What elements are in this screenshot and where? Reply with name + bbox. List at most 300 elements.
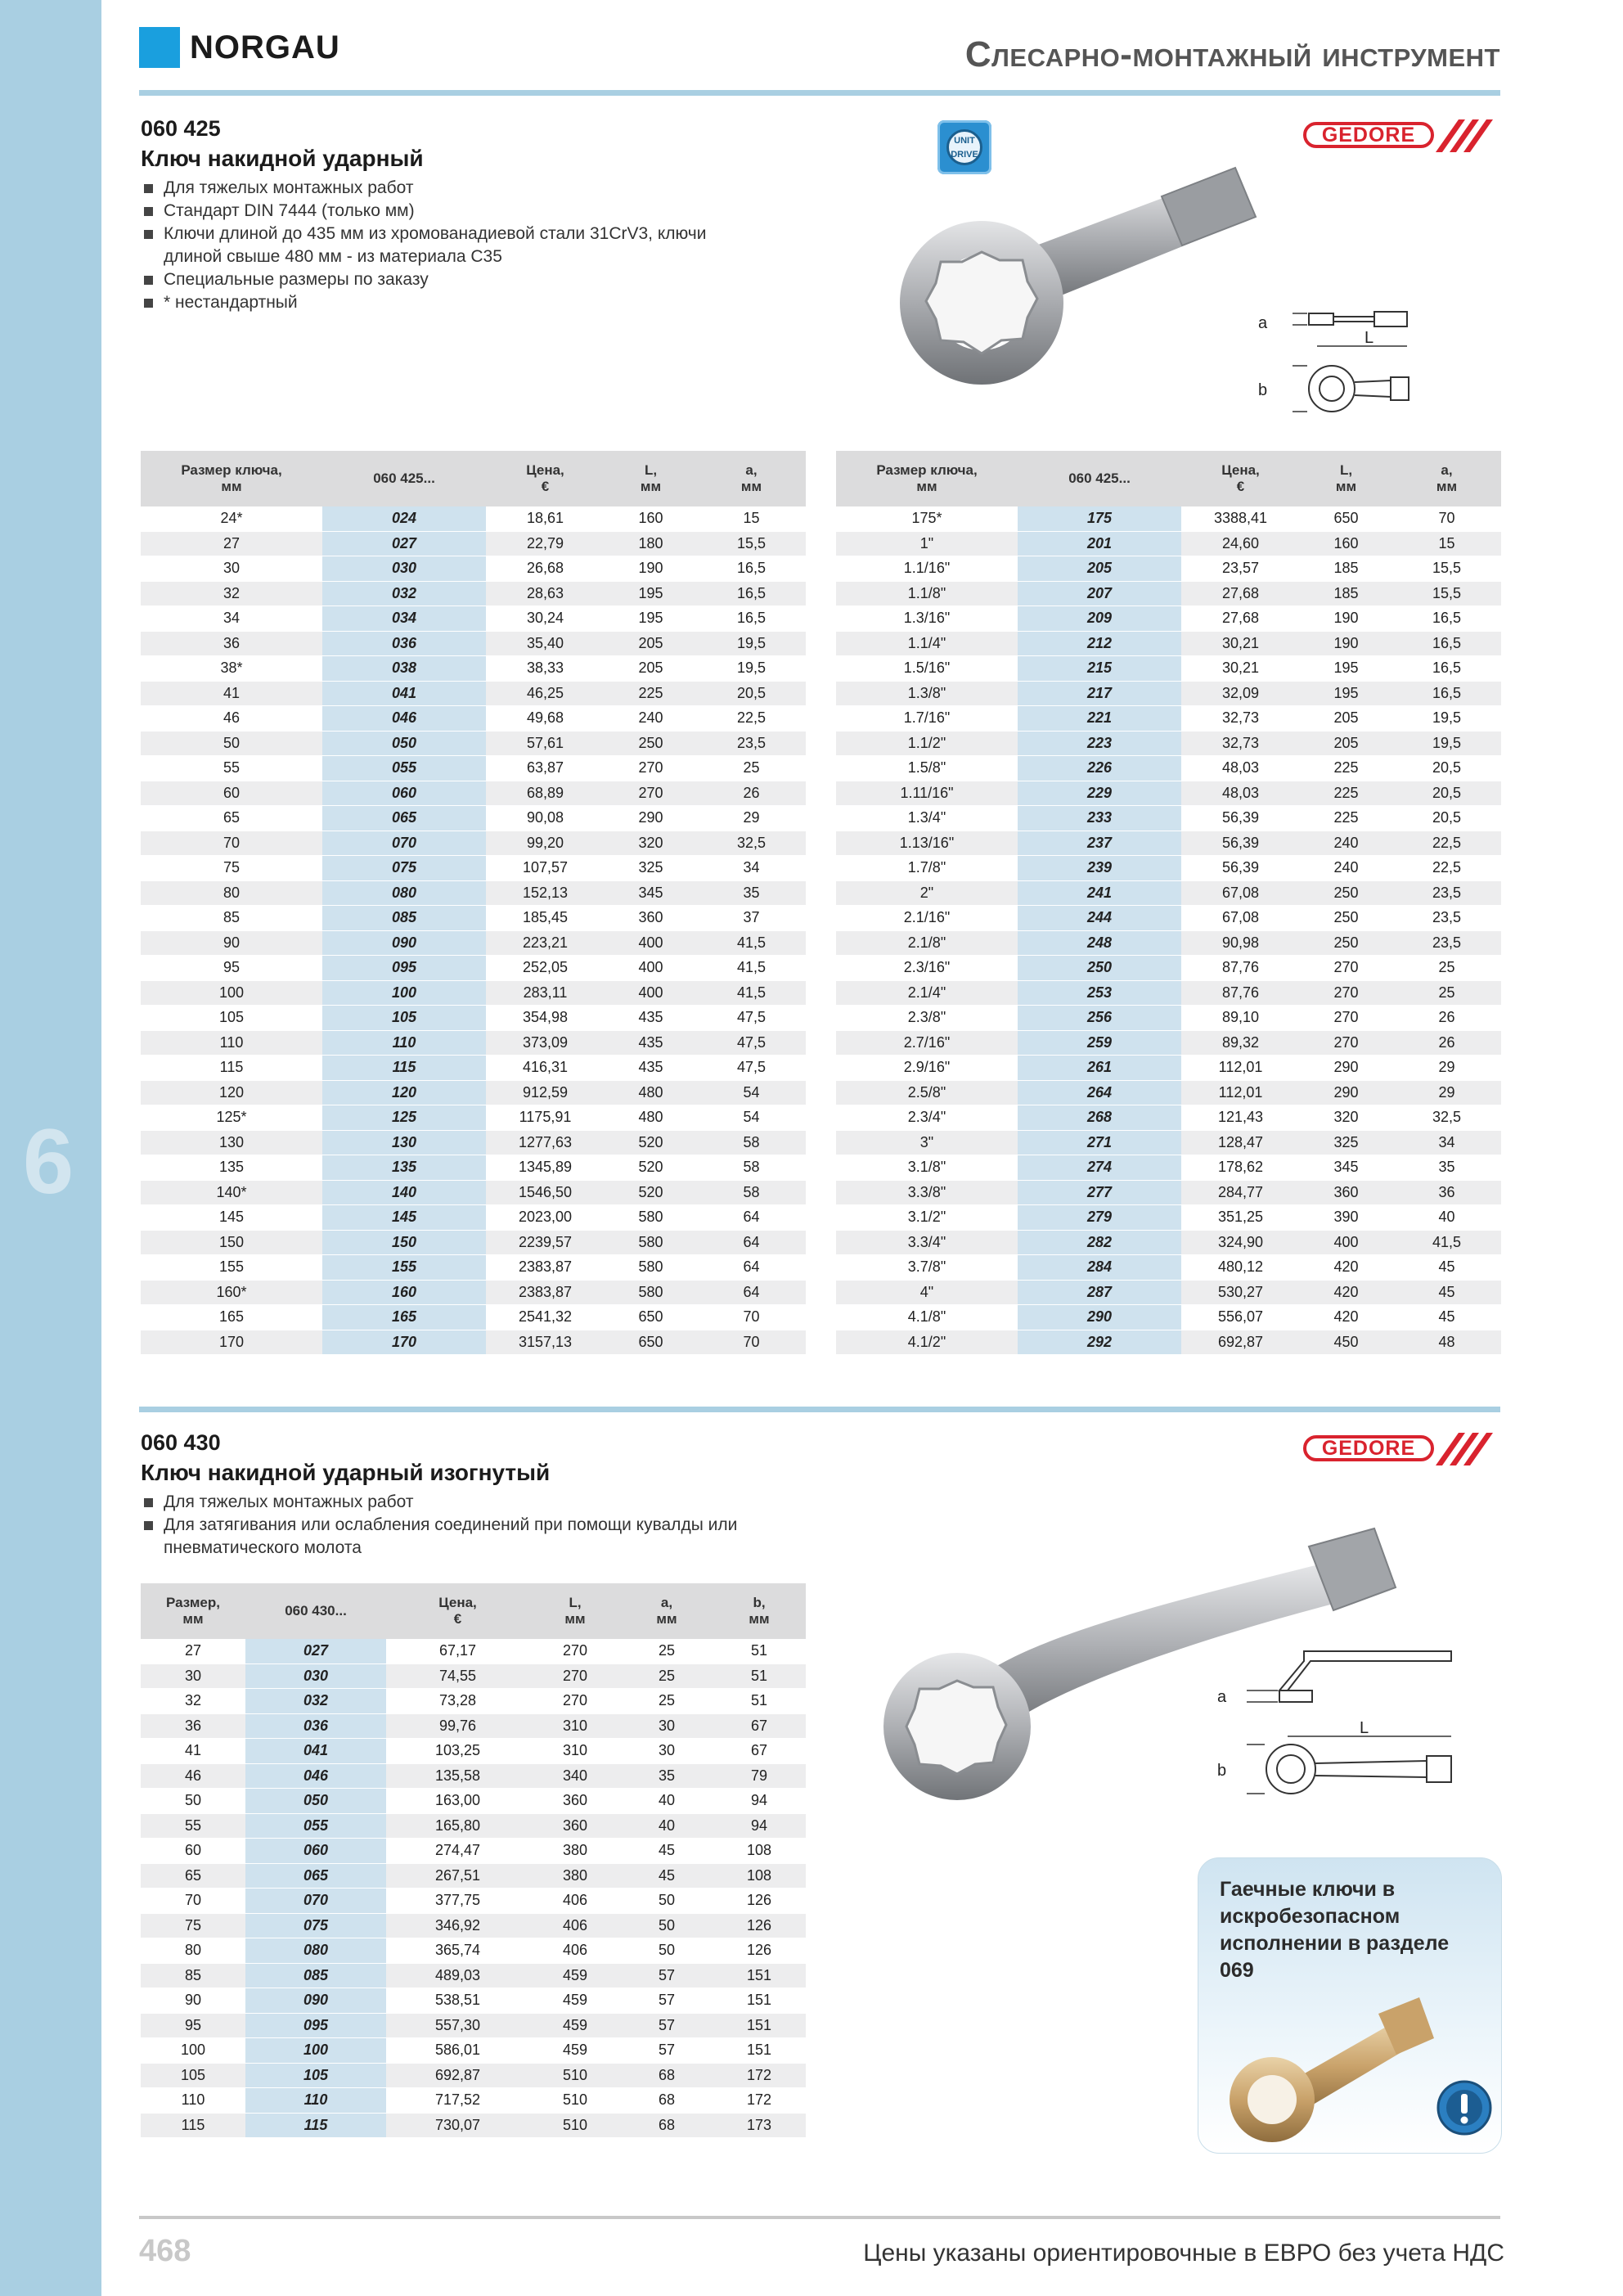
table-cell: 57,61 — [486, 731, 605, 756]
article-code-cell: 248 — [1018, 930, 1181, 956]
table-cell: 205 — [605, 631, 697, 656]
table-row — [141, 2038, 806, 2064]
article-code-cell: 060 — [322, 781, 486, 806]
table-row — [836, 1030, 1501, 1056]
table-cell: 1.3/8" — [836, 681, 1018, 706]
table-cell: 240 — [605, 706, 697, 732]
table-cell: 692,87 — [386, 2063, 529, 2088]
table-cell: 190 — [1300, 606, 1392, 632]
table-cell: 80 — [141, 880, 322, 906]
table-cell: 225 — [605, 681, 697, 706]
table-row — [141, 2113, 806, 2138]
table-cell: 178,62 — [1181, 1155, 1300, 1181]
table-cell: 377,75 — [386, 1889, 529, 1914]
table-cell: 172 — [713, 2063, 806, 2088]
article-code-cell: 261 — [1018, 1056, 1181, 1081]
table-cell: 270 — [605, 756, 697, 781]
article-code-cell: 032 — [245, 1689, 386, 1714]
table-cell: 24* — [141, 506, 322, 531]
table-cell: 1.1/8" — [836, 581, 1018, 606]
table-cell: 41,5 — [1392, 1230, 1501, 1255]
table-cell: 89,10 — [1181, 1006, 1300, 1031]
table-row — [141, 631, 806, 656]
table-cell: 205 — [1300, 706, 1392, 732]
table-row — [836, 1280, 1501, 1305]
table-cell: 1.7/16" — [836, 706, 1018, 732]
table-cell: 51 — [713, 1639, 806, 1663]
table-row — [141, 1180, 806, 1205]
table-row — [141, 1305, 806, 1330]
column-header: 060 425... — [1018, 451, 1181, 506]
price-table-060430 — [141, 1583, 806, 2138]
table-row — [836, 1230, 1501, 1255]
table-cell: 23,5 — [1392, 930, 1501, 956]
column-header: Цена, € — [486, 451, 605, 506]
table-row — [836, 806, 1501, 831]
article-code-cell: 105 — [245, 2063, 386, 2088]
table-cell: 67 — [713, 1713, 806, 1739]
table-row — [141, 1080, 806, 1105]
article-code-cell: 259 — [1018, 1030, 1181, 1056]
table-row — [141, 1889, 806, 1914]
table-cell: 60 — [141, 781, 322, 806]
table-cell: 165,80 — [386, 1813, 529, 1839]
table-cell: 70 — [141, 831, 322, 856]
column-header: Размер, мм — [141, 1583, 245, 1639]
table-cell: 27 — [141, 531, 322, 556]
table-cell: 2.1/4" — [836, 980, 1018, 1006]
table-row — [836, 681, 1501, 706]
article-code-cell: 041 — [245, 1739, 386, 1764]
table-cell: 360 — [1300, 1180, 1392, 1205]
brand-name: NORGAU — [190, 29, 340, 65]
table-cell: 40 — [621, 1813, 713, 1839]
table-row — [141, 1763, 806, 1789]
article-code-cell: 120 — [322, 1080, 486, 1105]
article-code-cell: 244 — [1018, 906, 1181, 931]
section2-code: 060 430 — [141, 1430, 221, 1455]
column-header: Размер ключа, мм — [141, 451, 322, 506]
table-cell: 128,47 — [1181, 1130, 1300, 1155]
table-row — [836, 880, 1501, 906]
table-cell: 1.3/16" — [836, 606, 1018, 632]
table-cell: 580 — [605, 1280, 697, 1305]
table-row — [836, 906, 1501, 931]
table-cell: 95 — [141, 956, 322, 981]
table-cell: 47,5 — [697, 1006, 806, 1031]
table-cell: 195 — [1300, 656, 1392, 682]
article-code-cell: 241 — [1018, 880, 1181, 906]
table-cell: 26 — [697, 781, 806, 806]
article-code-cell: 065 — [245, 1863, 386, 1889]
table-cell: 354,98 — [486, 1006, 605, 1031]
article-code-cell: 290 — [1018, 1305, 1181, 1330]
article-code-cell: 036 — [245, 1713, 386, 1739]
table-cell: 45 — [1392, 1280, 1501, 1305]
table-row — [836, 1130, 1501, 1155]
table-cell: 373,09 — [486, 1030, 605, 1056]
article-code-cell: 150 — [322, 1230, 486, 1255]
table-cell: 3157,13 — [486, 1330, 605, 1355]
table-cell: 20,5 — [1392, 806, 1501, 831]
table-cell: 47,5 — [697, 1030, 806, 1056]
table-row — [836, 1305, 1501, 1330]
table-cell: 2541,32 — [486, 1305, 605, 1330]
table-cell: 195 — [605, 606, 697, 632]
table-cell: 22,79 — [486, 531, 605, 556]
table-cell: 64 — [697, 1230, 806, 1255]
price-table-060425-right — [836, 451, 1501, 1355]
table-cell: 3.7/8" — [836, 1255, 1018, 1281]
table-cell: 57 — [621, 1963, 713, 1988]
table-cell: 250 — [1300, 906, 1392, 931]
unit-drive-label: UNIT DRIVE — [946, 129, 982, 165]
article-code-cell: 125 — [322, 1105, 486, 1131]
table-row — [141, 1130, 806, 1155]
table-cell: 135,58 — [386, 1763, 529, 1789]
table-row — [836, 781, 1501, 806]
section1-title: Ключ накидной ударный — [141, 146, 424, 171]
article-code-cell: 277 — [1018, 1180, 1181, 1205]
table-cell: 56,39 — [1181, 831, 1300, 856]
article-code-cell: 264 — [1018, 1080, 1181, 1105]
column-header: Цена, € — [1181, 451, 1300, 506]
table-cell: 1.1/4" — [836, 631, 1018, 656]
article-code-cell: 209 — [1018, 606, 1181, 632]
table-row — [836, 930, 1501, 956]
diagram-label-a: a — [1217, 1688, 1227, 1706]
article-code-cell: 284 — [1018, 1255, 1181, 1281]
table-cell: 2023,00 — [486, 1205, 605, 1231]
table-cell: 74,55 — [386, 1663, 529, 1689]
table-cell: 16,5 — [1392, 631, 1501, 656]
article-code-cell: 024 — [322, 506, 486, 531]
table-cell: 40 — [1392, 1205, 1501, 1231]
table-row — [836, 1080, 1501, 1105]
diagram-label-b: b — [1258, 381, 1268, 399]
article-code-cell: 207 — [1018, 581, 1181, 606]
table-cell: 3.3/4" — [836, 1230, 1018, 1255]
table-cell: 22,5 — [697, 706, 806, 732]
table-cell: 557,30 — [386, 2013, 529, 2038]
table-row — [836, 1180, 1501, 1205]
table-cell: 125* — [141, 1105, 322, 1131]
table-cell: 435 — [605, 1030, 697, 1056]
table-row — [141, 1813, 806, 1839]
diagram-label-L: L — [1364, 329, 1374, 347]
table-row — [141, 1863, 806, 1889]
table-cell: 195 — [1300, 681, 1392, 706]
table-cell: 87,76 — [1181, 980, 1300, 1006]
table-cell: 170 — [141, 1330, 322, 1355]
article-code-cell: 100 — [245, 2038, 386, 2064]
table-cell: 65 — [141, 806, 322, 831]
table-cell: 28,63 — [486, 581, 605, 606]
table-cell: 480,12 — [1181, 1255, 1300, 1281]
gedore-logo-2 — [1303, 1433, 1508, 1465]
table-cell: 160 — [605, 506, 697, 531]
table-cell: 151 — [713, 2013, 806, 2038]
column-header: b, мм — [713, 1583, 806, 1639]
article-code-cell: 034 — [322, 606, 486, 632]
table-cell: 41 — [141, 681, 322, 706]
table-cell: 284,77 — [1181, 1180, 1300, 1205]
table-cell: 32 — [141, 1689, 245, 1714]
table-cell: 270 — [529, 1663, 621, 1689]
article-code-cell: 027 — [322, 531, 486, 556]
table-cell: 2.5/8" — [836, 1080, 1018, 1105]
table-cell: 35 — [697, 880, 806, 906]
table-cell: 325 — [1300, 1130, 1392, 1155]
table-cell: 50 — [141, 1789, 245, 1814]
table-cell: 270 — [1300, 1006, 1392, 1031]
table-cell: 68 — [621, 2063, 713, 2088]
article-code-cell: 229 — [1018, 781, 1181, 806]
table-row — [141, 1988, 806, 2014]
table-cell: 150 — [141, 1230, 322, 1255]
table-cell: 489,03 — [386, 1963, 529, 1988]
table-row — [141, 1255, 806, 1281]
table-cell: 41,5 — [697, 980, 806, 1006]
table-cell: 310 — [529, 1713, 621, 1739]
table-cell: 20,5 — [1392, 756, 1501, 781]
table-row — [141, 1006, 806, 1031]
table-cell: 115 — [141, 2113, 245, 2138]
feature-item: Специальные размеры по заказу — [141, 268, 762, 291]
table-row — [141, 556, 806, 582]
table-cell: 36 — [141, 1713, 245, 1739]
table-row — [141, 1789, 806, 1814]
table-cell: 29 — [1392, 1056, 1501, 1081]
table-cell: 45 — [621, 1863, 713, 1889]
table-cell: 16,5 — [1392, 681, 1501, 706]
table-cell: 151 — [713, 2038, 806, 2064]
table-cell: 75 — [141, 856, 322, 881]
table-cell: 420 — [1300, 1280, 1392, 1305]
table-cell: 80 — [141, 1938, 245, 1964]
table-cell: 520 — [605, 1180, 697, 1205]
table-cell: 480 — [605, 1080, 697, 1105]
table-cell: 274,47 — [386, 1839, 529, 1864]
bronze-wrench-image — [1215, 1989, 1444, 2145]
table-cell: 1.1/2" — [836, 731, 1018, 756]
table-cell: 41 — [141, 1739, 245, 1764]
table-cell: 380 — [529, 1839, 621, 1864]
page-title: Слесарно-монтажный инструмент — [964, 34, 1500, 74]
table-cell: 112,01 — [1181, 1056, 1300, 1081]
table-cell: 46 — [141, 1763, 245, 1789]
table-cell: 459 — [529, 2013, 621, 2038]
table-cell: 67,17 — [386, 1639, 529, 1663]
article-code-cell: 237 — [1018, 831, 1181, 856]
table-cell: 30 — [621, 1739, 713, 1764]
table-cell: 3" — [836, 1130, 1018, 1155]
table-cell: 68 — [621, 2088, 713, 2114]
section1-code: 060 425 — [141, 116, 221, 141]
article-code-cell: 030 — [245, 1663, 386, 1689]
table-cell: 15,5 — [697, 531, 806, 556]
table-cell: 459 — [529, 2038, 621, 2064]
article-code-cell: 282 — [1018, 1230, 1181, 1255]
table-cell: 35,40 — [486, 631, 605, 656]
brand-logo-square — [139, 27, 180, 68]
table-cell: 45 — [1392, 1305, 1501, 1330]
table-row — [141, 2013, 806, 2038]
table-cell: 435 — [605, 1056, 697, 1081]
page-number: 468 — [139, 2234, 191, 2268]
table-row — [141, 1663, 806, 1689]
table-cell: 25 — [621, 1663, 713, 1689]
article-code-cell: 060 — [245, 1839, 386, 1864]
article-code-cell: 055 — [322, 756, 486, 781]
table-cell: 510 — [529, 2113, 621, 2138]
article-code-cell: 274 — [1018, 1155, 1181, 1181]
table-cell: 20,5 — [697, 681, 806, 706]
table-row — [141, 2088, 806, 2114]
table-cell: 54 — [697, 1080, 806, 1105]
table-cell: 23,5 — [697, 731, 806, 756]
article-code-cell: 233 — [1018, 806, 1181, 831]
table-cell: 48 — [1392, 1330, 1501, 1355]
table-row — [836, 856, 1501, 881]
footer-divider — [139, 2216, 1500, 2219]
table-cell: 32,09 — [1181, 681, 1300, 706]
table-cell: 267,51 — [386, 1863, 529, 1889]
article-code-cell: 226 — [1018, 756, 1181, 781]
table-cell: 41,5 — [697, 956, 806, 981]
table-cell: 94 — [713, 1789, 806, 1814]
table-cell: 3.3/8" — [836, 1180, 1018, 1205]
article-code-cell: 170 — [322, 1330, 486, 1355]
table-cell: 2.3/8" — [836, 1006, 1018, 1031]
table-cell: 290 — [1300, 1080, 1392, 1105]
table-cell: 435 — [605, 1006, 697, 1031]
table-cell: 252,05 — [486, 956, 605, 981]
table-cell: 459 — [529, 1988, 621, 2014]
table-row — [141, 1938, 806, 1964]
spark-proof-wrenches-callout[interactable] — [1198, 1857, 1502, 2154]
table-cell: 510 — [529, 2088, 621, 2114]
article-code-cell: 221 — [1018, 706, 1181, 732]
table-row — [836, 756, 1501, 781]
article-code-cell: 175 — [1018, 506, 1181, 531]
table-cell: 270 — [529, 1689, 621, 1714]
table-cell: 351,25 — [1181, 1205, 1300, 1231]
table-row — [836, 1330, 1501, 1355]
table-cell: 510 — [529, 2063, 621, 2088]
ring-slogging-wrench-image — [892, 164, 1268, 385]
table-cell: 270 — [1300, 1030, 1392, 1056]
table-cell: 47,5 — [697, 1056, 806, 1081]
table-cell: 2383,87 — [486, 1280, 605, 1305]
table-row — [141, 1230, 806, 1255]
table-cell: 105 — [141, 1006, 322, 1031]
table-row — [141, 1155, 806, 1181]
table-cell: 30,24 — [486, 606, 605, 632]
table-cell: 67,08 — [1181, 880, 1300, 906]
table-cell: 16,5 — [697, 581, 806, 606]
table-cell: 310 — [529, 1739, 621, 1764]
feature-item: Для тяжелых монтажных работ — [141, 1491, 812, 1514]
table-row — [141, 706, 806, 732]
table-cell: 112,01 — [1181, 1080, 1300, 1105]
table-cell: 48,03 — [1181, 781, 1300, 806]
table-cell: 26 — [1392, 1030, 1501, 1056]
table-cell: 50 — [621, 1913, 713, 1938]
table-cell: 85 — [141, 906, 322, 931]
article-code-cell: 038 — [322, 656, 486, 682]
table-cell: 57 — [621, 1988, 713, 2014]
table-cell: 34 — [697, 856, 806, 881]
table-row — [141, 806, 806, 831]
table-cell: 1.3/4" — [836, 806, 1018, 831]
table-row — [836, 1205, 1501, 1231]
article-code-cell: 201 — [1018, 531, 1181, 556]
table-cell: 90,98 — [1181, 930, 1300, 956]
article-code-cell: 271 — [1018, 1130, 1181, 1155]
article-code-cell: 212 — [1018, 631, 1181, 656]
table-row — [836, 656, 1501, 682]
table-cell: 34 — [1392, 1130, 1501, 1155]
table-cell: 2383,87 — [486, 1255, 605, 1281]
table-cell: 130 — [141, 1130, 322, 1155]
article-code-cell: 287 — [1018, 1280, 1181, 1305]
table-cell: 250 — [605, 731, 697, 756]
table-cell: 15 — [697, 506, 806, 531]
table-cell: 19,5 — [1392, 706, 1501, 732]
table-cell: 89,32 — [1181, 1030, 1300, 1056]
article-code-cell: 080 — [245, 1938, 386, 1964]
table-cell: 3388,41 — [1181, 506, 1300, 531]
article-code-cell: 055 — [245, 1813, 386, 1839]
table-cell: 99,20 — [486, 831, 605, 856]
table-cell: 400 — [605, 930, 697, 956]
table-cell: 151 — [713, 1988, 806, 2014]
table-cell: 49,68 — [486, 706, 605, 732]
table-cell: 225 — [1300, 781, 1392, 806]
table-cell: 30 — [141, 1663, 245, 1689]
section-divider — [139, 1407, 1500, 1412]
table-row — [141, 606, 806, 632]
table-cell: 99,76 — [386, 1713, 529, 1739]
table-row — [141, 1330, 806, 1355]
table-row — [141, 880, 806, 906]
table-cell: 15,5 — [1392, 556, 1501, 582]
table-row — [836, 706, 1501, 732]
article-code-cell: 090 — [245, 1988, 386, 2014]
table-cell: 390 — [1300, 1205, 1392, 1231]
table-row — [836, 606, 1501, 632]
table-cell: 190 — [1300, 631, 1392, 656]
table-row — [141, 1205, 806, 1231]
table-cell: 340 — [529, 1763, 621, 1789]
table-cell: 30 — [141, 556, 322, 582]
table-cell: 64 — [697, 1205, 806, 1231]
article-code-cell: 145 — [322, 1205, 486, 1231]
table-cell: 580 — [605, 1255, 697, 1281]
column-header: a, мм — [1392, 451, 1501, 506]
table-cell: 1546,50 — [486, 1180, 605, 1205]
table-cell: 23,5 — [1392, 906, 1501, 931]
table-cell: 26,68 — [486, 556, 605, 582]
table-row — [141, 1030, 806, 1056]
footer-note: Цены указаны ориентировочные в ЕВРО без учета НДС — [863, 2240, 1504, 2267]
callout-text: Гаечные ключи в искробезопасном исполнении в разделе 069 — [1220, 1878, 1450, 1982]
table-row — [836, 1006, 1501, 1031]
table-row — [141, 1056, 806, 1081]
table-cell: 730,07 — [386, 2113, 529, 2138]
table-row — [141, 856, 806, 881]
